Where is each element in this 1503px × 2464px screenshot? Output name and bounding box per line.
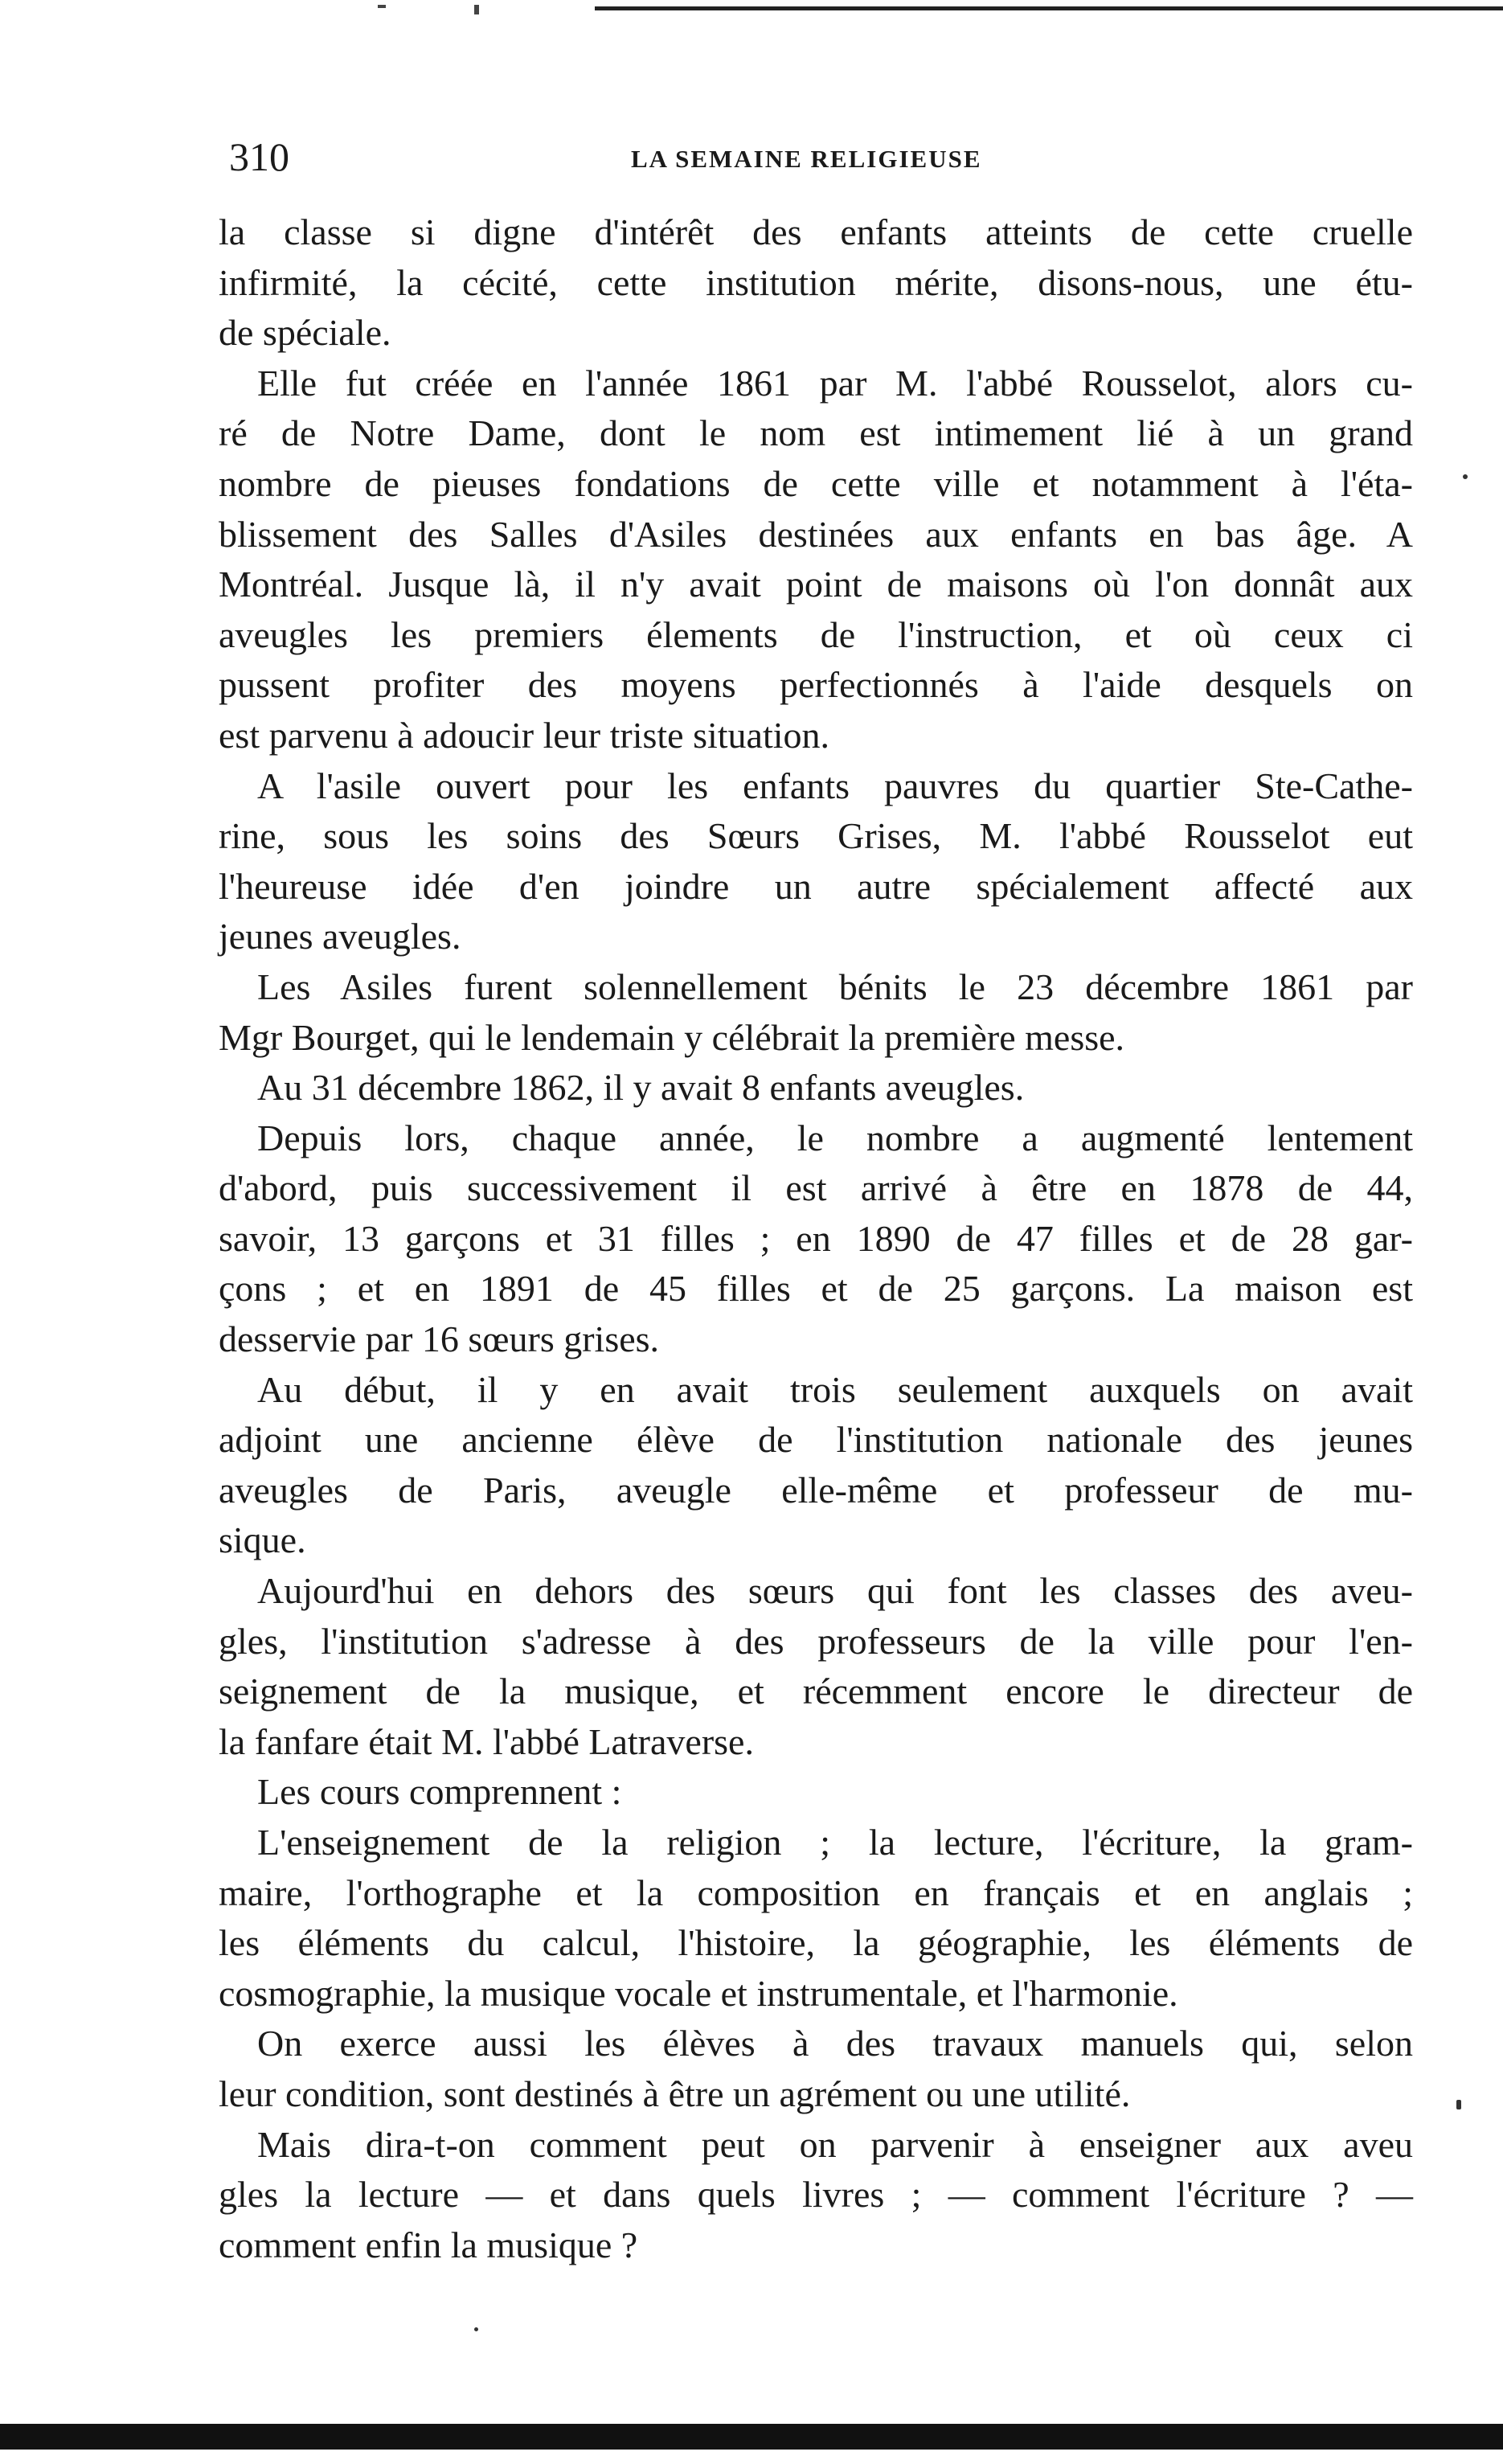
text-line: sique. <box>219 1519 306 1561</box>
top-speck <box>378 5 386 8</box>
text-line: Montréal. Jusque là, il n'y avait point de maisons où l'on donnât aux <box>219 564 1413 605</box>
page-header <box>229 133 1411 189</box>
text-line: aveugles de Paris, aveugle elle-même et professeur de mu- <box>219 1469 1413 1511</box>
text-line: pussent profiter des moyens perfectionnés à l'aide desquels on <box>219 664 1413 706</box>
text-line: desservie par 16 sœurs grises. <box>219 1318 660 1360</box>
text-line: les éléments du calcul, l'histoire, la géographie, les éléments de <box>219 1922 1413 1964</box>
text-line: Les Asiles furent solennellement bénits le 23 décembre 1861 par <box>257 966 1413 1007</box>
text-line: adjoint une ancienne élève de l'institution nationale des jeunes <box>219 1419 1413 1461</box>
text-line: savoir, 13 garçons et 31 filles ; en 1890 de 47 filles et de 28 gar- <box>219 1217 1413 1259</box>
text-line: est parvenu à adoucir leur triste situation. <box>219 714 830 756</box>
running-title: LA SEMAINE RELIGIEUSE <box>631 145 982 173</box>
text-line: Elle fut créée en l'année 1861 par M. l'abbé Rousselot, alors cu- <box>257 362 1413 404</box>
body-text <box>219 207 1413 2270</box>
text-line: gles la lecture — et dans quels livres ; — comment l'écriture ? — <box>219 2174 1413 2216</box>
text-line: infirmité, la cécité, cette institution mérite, disons-nous, une étu- <box>219 261 1413 303</box>
text-line: la classe si digne d'intérêt des enfants atteints de cette cruelle <box>219 211 1413 252</box>
text-line: cosmographie, la musique vocale et instrumentale, et l'harmonie. <box>219 1972 1178 2014</box>
text-line: maire, l'orthographe et la composition en français et en anglais ; <box>219 1872 1413 1913</box>
text-line: Aujourd'hui en dehors des sœurs qui font les classes des aveu- <box>257 1570 1413 1612</box>
print-speck <box>1456 2100 1461 2109</box>
text-line: Au début, il y en avait trois seulement auxquels on avait <box>257 1368 1413 1410</box>
text-line: jeunes aveugles. <box>219 916 461 957</box>
text-line: rine, sous les soins des Sœurs Grises, M. l'abbé Rousselot eut <box>219 815 1413 857</box>
text-line: aveugles les premiers élements de l'instruction, et où ceux ci <box>219 613 1413 655</box>
text-line: çons ; et en 1891 de 45 filles et de 25 garçons. La maison est <box>219 1268 1413 1310</box>
top-speck <box>474 5 479 14</box>
text-line: d'abord, puis successivement il est arrivé à être en 1878 de 44, <box>219 1167 1413 1209</box>
text-line: ré de Notre Dame, dont le nom est intimement lié à un grand <box>219 412 1413 454</box>
text-line: la fanfare était M. l'abbé Latraverse. <box>219 1720 754 1762</box>
text-line: gles, l'institution s'adresse à des professeurs de la ville pour l'en- <box>219 1620 1413 1662</box>
text-line: Mais dira-t-on comment peut on parvenir à enseigner aux aveu <box>257 2123 1413 2165</box>
text-line: Mgr Bourget, qui le lendemain y célébrait la première messe. <box>219 1016 1125 1058</box>
text-line: l'heureuse idée d'en joindre un autre spécialement affecté aux <box>219 865 1413 907</box>
text-line: seignement de la musique, et récemment encore le directeur de <box>219 1671 1413 1712</box>
print-speck <box>474 2327 478 2331</box>
text-line: comment enfin la musique ? <box>219 2224 638 2265</box>
text-line: Depuis lors, chaque année, le nombre a augmenté lentement <box>257 1117 1413 1158</box>
text-line: L'enseignement de la religion ; la lecture, l'écriture, la gram- <box>257 1822 1413 1863</box>
text-line: A l'asile ouvert pour les enfants pauvres du quartier Ste-Cathe- <box>257 765 1413 806</box>
page-number: 310 <box>229 134 289 179</box>
bottom-border-band <box>0 2424 1503 2450</box>
text-line: leur condition, sont destinés à être un agrément ou une utilité. <box>219 2072 1131 2114</box>
print-speck <box>1463 474 1468 479</box>
top-border-rule <box>595 6 1503 10</box>
text-line: blissement des Salles d'Asiles destinées aux enfants en bas âge. A <box>219 513 1413 555</box>
text-line: Les cours comprennent : <box>257 1771 622 1813</box>
text-line: Au 31 décembre 1862, il y avait 8 enfants aveugles. <box>257 1067 1025 1109</box>
text-line: On exerce aussi les élèves à des travaux manuels qui, selon <box>257 2023 1413 2064</box>
text-line: de spéciale. <box>219 312 391 354</box>
text-line: nombre de pieuses fondations de cette ville et notamment à l'éta- <box>219 462 1413 504</box>
